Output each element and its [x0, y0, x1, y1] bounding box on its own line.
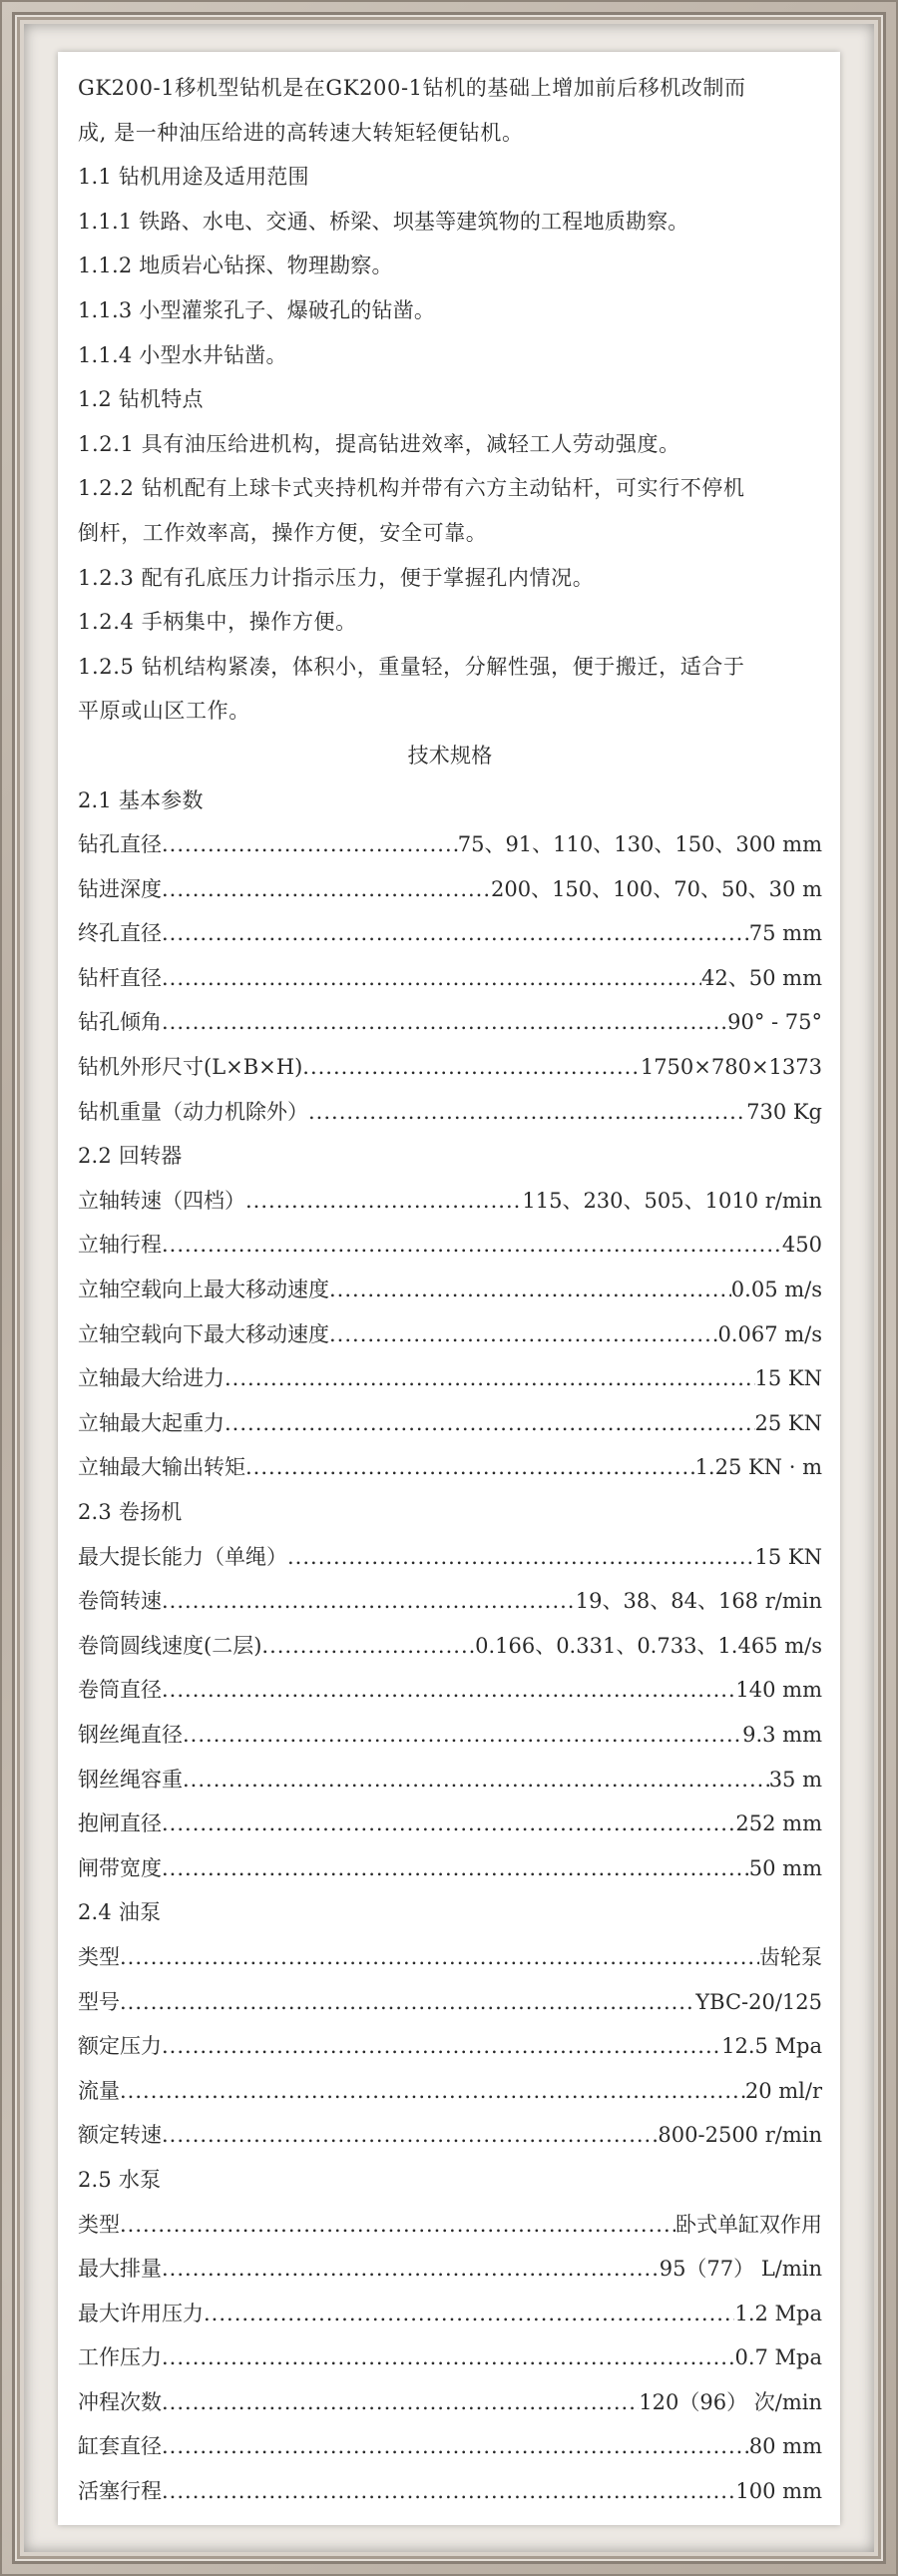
spec-value: 25 KN — [754, 1410, 822, 1435]
section-heading: 2.2 回转器 — [78, 1144, 183, 1169]
spec-value: 1.25 KN · m — [694, 1455, 822, 1480]
dot-leader — [162, 2424, 749, 2469]
dot-leader — [120, 1980, 695, 2025]
spec-label: 额定转速 — [78, 2123, 162, 2148]
spec-value: 0.7 Mpa — [734, 2345, 822, 2370]
list-item: 1.2.1 具有油压给进机构，提高钻进效率，减轻工人劳动强度。 — [78, 431, 680, 456]
dot-leader — [224, 1356, 755, 1401]
spec-row — [78, 1223, 822, 1268]
dot-leader — [308, 1090, 746, 1135]
spec-label: 工作压力 — [78, 2345, 162, 2370]
dot-leader — [245, 1445, 695, 1490]
intro-line: GK200-1移机型钻机是在GK200-1钻机的基础上增加前后移机改制而 — [78, 76, 746, 100]
spec-value: 15 KN — [754, 1544, 822, 1569]
spec-label: 额定压力 — [78, 2034, 162, 2059]
intro-paragraph — [78, 66, 822, 155]
spec-value: 200、150、100、70、50、30 m — [490, 876, 822, 901]
spec-row — [78, 911, 822, 956]
spec-row — [78, 1624, 822, 1669]
dot-leader — [162, 1668, 735, 1713]
document-content — [78, 66, 822, 2514]
spec-label: 类型 — [78, 1944, 120, 1969]
spec-label: 活塞行程 — [78, 2479, 162, 2504]
spec-label: 抱闸直径 — [78, 1811, 162, 1836]
spec-row — [78, 1090, 822, 1135]
intro-line: 成, 是一种油压给进的高转速大转矩轻便钻机。 — [78, 120, 524, 145]
spec-row — [78, 1802, 822, 1846]
spec-row — [78, 1401, 822, 1446]
spec-value: 75、91、110、130、150、300 mm — [457, 832, 822, 857]
spec-value: 800-2500 r/min — [658, 2123, 822, 2148]
spec-row — [78, 2203, 822, 2248]
spec-label: 立轴转速（四档） — [78, 1188, 245, 1213]
spec-value: 95（77） L/min — [659, 2257, 822, 2282]
dot-leader — [162, 2247, 660, 2292]
section-heading: 2.1 基本参数 — [78, 787, 204, 812]
list-item-continuation: 倒杆，工作效率高，操作方便，安全可靠。 — [78, 520, 488, 545]
spec-row — [78, 1579, 822, 1624]
spec-label: 立轴最大输出转矩 — [78, 1455, 245, 1480]
list-item: 1.1.3 小型灌浆孔子、爆破孔的钻凿。 — [78, 297, 436, 322]
spec-value: 730 Kg — [746, 1099, 822, 1124]
spec-value: 80 mm — [748, 2434, 822, 2459]
dot-leader — [183, 1758, 769, 1803]
dot-leader — [162, 822, 458, 867]
dot-leader — [183, 1713, 742, 1758]
spec-value: 卧式单缸双作用 — [675, 2212, 822, 2237]
document-page — [58, 52, 840, 2525]
spec-label: 缸套直径 — [78, 2434, 162, 2459]
dot-leader — [162, 2024, 721, 2069]
spec-row — [78, 2335, 822, 2380]
spec-row — [78, 1935, 822, 1980]
list-item: 1.2.5 钻机结构紧凑，体积小，重量轻，分解性强，便于搬迁，适合于 — [78, 654, 745, 679]
spec-label: 立轴最大给进力 — [78, 1366, 224, 1391]
specs-title: 技术规格 — [407, 743, 493, 768]
spec-value: 1750×780×1373 — [640, 1055, 822, 1080]
spec-label: 立轴最大起重力 — [78, 1410, 224, 1435]
spec-row — [78, 1045, 822, 1090]
spec-row — [78, 1356, 822, 1401]
list-item: 1.1.2 地质岩心钻探、物理勘察。 — [78, 254, 393, 278]
spec-row — [78, 956, 822, 1001]
spec-row — [78, 2380, 822, 2425]
spec-label: 钻机重量（动力机除外） — [78, 1099, 308, 1124]
spec-label: 钢丝绳容重 — [78, 1767, 183, 1792]
spec-row — [78, 822, 822, 867]
dot-leader — [120, 1935, 759, 1980]
dot-leader — [162, 2469, 735, 2514]
dot-leader — [162, 1000, 727, 1045]
spec-label: 钻进深度 — [78, 876, 162, 901]
spec-label: 钻孔直径 — [78, 832, 162, 857]
dot-leader — [162, 956, 701, 1001]
section-heading: 2.5 水泵 — [78, 2167, 162, 2192]
dot-leader — [162, 1579, 576, 1624]
spec-row — [78, 2113, 822, 2158]
spec-label: 立轴空载向上最大移动速度 — [78, 1278, 329, 1302]
spec-label: 最大提长能力（单绳） — [78, 1544, 287, 1569]
section-heading: 1.2 钻机特点 — [78, 387, 204, 412]
spec-value: 1.2 Mpa — [734, 2301, 822, 2325]
dot-leader — [120, 2203, 675, 2248]
spec-label: 卷筒圆线速度(二层) — [78, 1633, 262, 1658]
spec-label: 钢丝绳直径 — [78, 1722, 183, 1747]
dot-leader — [162, 1223, 782, 1268]
spec-label: 卷筒转速 — [78, 1589, 162, 1614]
dot-leader — [287, 1535, 755, 1580]
section-heading: 2.4 油泵 — [78, 1900, 162, 1925]
dot-leader — [329, 1268, 731, 1312]
spec-row — [78, 1312, 822, 1357]
dot-leader — [162, 2113, 658, 2158]
spec-label: 最大许用压力 — [78, 2301, 204, 2325]
spec-label: 钻孔倾角 — [78, 1010, 162, 1035]
dot-leader — [302, 1045, 641, 1090]
spec-row — [78, 1758, 822, 1803]
section-heading: 1.1 钻机用途及适用范围 — [78, 165, 309, 190]
spec-label: 冲程次数 — [78, 2389, 162, 2414]
spec-row — [78, 1846, 822, 1891]
dot-leader — [162, 867, 491, 912]
spec-row — [78, 1713, 822, 1758]
spec-label: 型号 — [78, 1989, 120, 2014]
spec-label: 立轴行程 — [78, 1233, 162, 1258]
spec-row — [78, 1268, 822, 1312]
dot-leader — [261, 1624, 475, 1669]
spec-row — [78, 867, 822, 912]
spec-value: 140 mm — [735, 1678, 822, 1703]
spec-value: 120（96） 次/min — [639, 2389, 822, 2414]
list-item: 1.1.4 小型水井钻凿。 — [78, 342, 287, 367]
spec-value: 115、230、505、1010 r/min — [522, 1188, 822, 1213]
spec-value: 450 — [781, 1233, 822, 1258]
dot-leader — [120, 2069, 745, 2114]
spec-value: 12.5 Mpa — [721, 2034, 822, 2059]
spec-row — [78, 1535, 822, 1580]
list-item: 1.2.4 手柄集中，操作方便。 — [78, 610, 357, 635]
spec-value: 90° - 75° — [727, 1010, 822, 1035]
spec-value: 100 mm — [735, 2479, 822, 2504]
spec-value: 19、38、84、168 r/min — [575, 1589, 822, 1614]
specs-container — [78, 778, 822, 2514]
spec-value: 0.05 m/s — [730, 1278, 822, 1302]
list-item-continuation: 平原或山区工作。 — [78, 699, 250, 724]
spec-label: 卷筒直径 — [78, 1678, 162, 1703]
dot-leader — [162, 2380, 639, 2425]
spec-row — [78, 1179, 822, 1224]
spec-value: 252 mm — [735, 1811, 822, 1836]
spec-label: 钻机外形尺寸(L×B×H) — [78, 1055, 303, 1080]
spec-row — [78, 2247, 822, 2292]
dot-leader — [162, 2335, 734, 2380]
spec-value: 42、50 mm — [701, 965, 822, 990]
dot-leader — [329, 1312, 717, 1357]
spec-value: 0.166、0.331、0.733、1.465 m/s — [475, 1633, 822, 1658]
spec-label: 终孔直径 — [78, 921, 162, 946]
spec-value: YBC-20/125 — [695, 1989, 822, 2014]
spec-value: 50 mm — [748, 1855, 822, 1880]
spec-row — [78, 2469, 822, 2514]
spec-row — [78, 2292, 822, 2336]
dot-leader — [162, 1802, 735, 1846]
spec-label: 流量 — [78, 2078, 120, 2103]
section-heading: 2.3 卷扬机 — [78, 1500, 183, 1524]
spec-row — [78, 1980, 822, 2025]
list-item: 1.2.3 配有孔底压力计指示压力，便于掌握孔内情况。 — [78, 565, 595, 590]
dot-leader — [204, 2292, 734, 2336]
spec-label: 类型 — [78, 2212, 120, 2237]
spec-value: 15 KN — [754, 1366, 822, 1391]
spec-label: 闸带宽度 — [78, 1855, 162, 1880]
dot-leader — [245, 1179, 522, 1224]
spec-row — [78, 1668, 822, 1713]
dot-leader — [162, 911, 749, 956]
spec-row — [78, 2424, 822, 2469]
spec-row — [78, 2069, 822, 2114]
spec-label: 最大排量 — [78, 2257, 162, 2282]
spec-value: 75 mm — [748, 921, 822, 946]
spec-value: 0.067 m/s — [717, 1321, 822, 1346]
dot-leader — [224, 1401, 755, 1446]
spec-value: 齿轮泵 — [759, 1944, 822, 1969]
spec-label: 钻杆直径 — [78, 965, 162, 990]
spec-value: 35 m — [768, 1767, 822, 1792]
dot-leader — [162, 1846, 749, 1891]
spec-value: 20 ml/r — [744, 2078, 822, 2103]
spec-value: 9.3 mm — [742, 1722, 822, 1747]
list-item: 1.2.2 钻机配有上球卡式夹持机构并带有六方主动钻杆，可实行不停机 — [78, 476, 745, 501]
spec-row — [78, 1000, 822, 1045]
spec-label: 立轴空载向下最大移动速度 — [78, 1321, 329, 1346]
list-item: 1.1.1 铁路、水电、交通、桥梁、坝基等建筑物的工程地质勘察。 — [78, 209, 689, 234]
spec-row — [78, 2024, 822, 2069]
spec-row — [78, 1445, 822, 1490]
